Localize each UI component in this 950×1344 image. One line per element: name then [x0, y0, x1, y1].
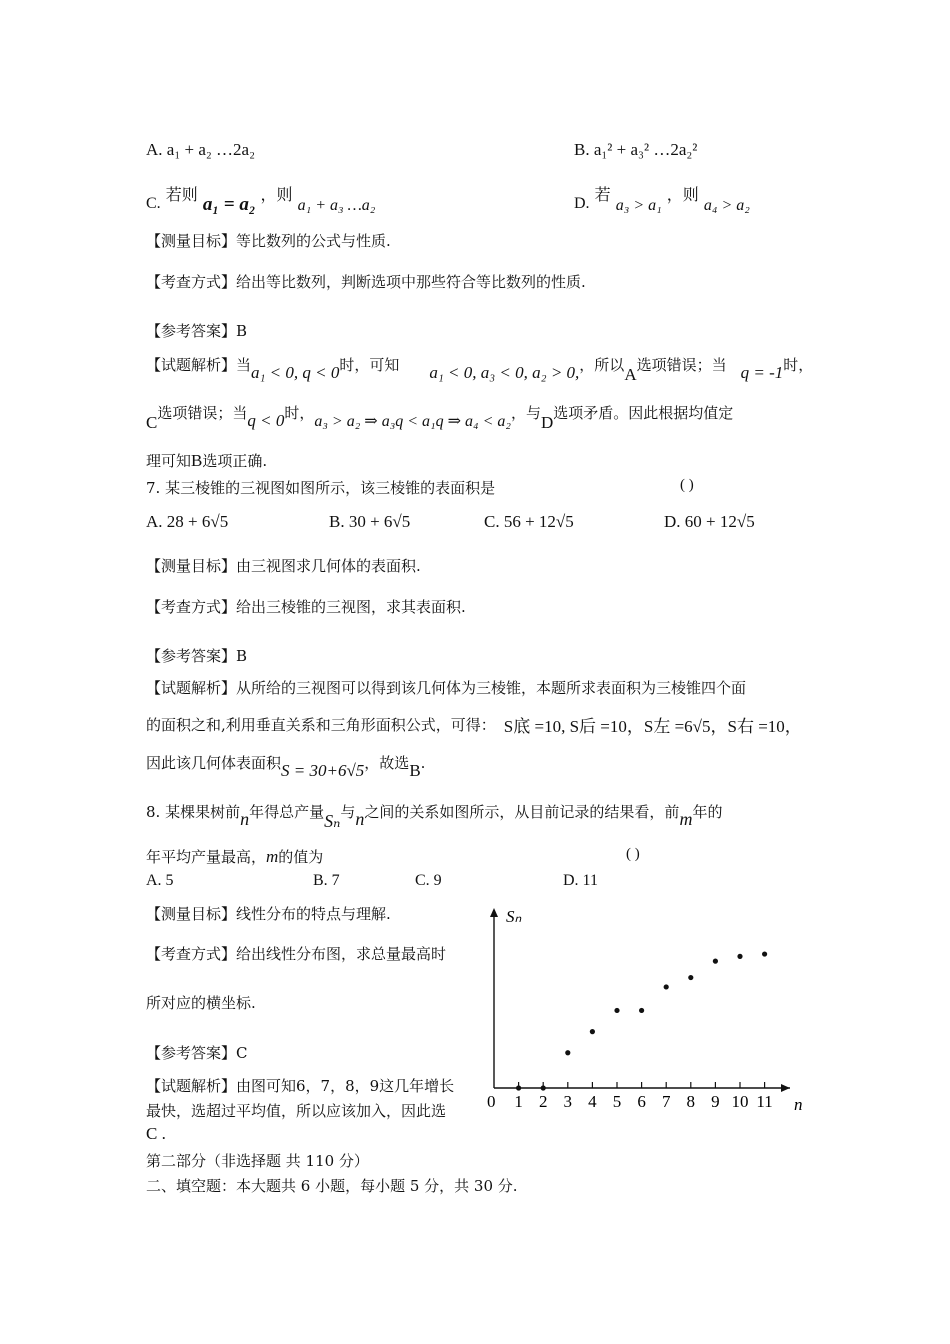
q6-option-d-if: 若 [594, 185, 611, 204]
q8-analysis-line2: 最快，选超过平均值，所以应该加入，因此选 [146, 1102, 447, 1120]
q7-surface-area: S = 30+6√5 [281, 761, 365, 780]
q6-analysis-text: 时， [783, 356, 814, 374]
q6-option-d-condition: a₃ > a₁ [615, 197, 662, 214]
q8-stem-math: Sₙ [324, 811, 341, 831]
q6-option-c-label: C. [146, 195, 161, 212]
chart-ticks [514, 1082, 772, 1111]
q8-option-a: A. 5 [146, 872, 174, 889]
q6-option-b: B. a₁² + a₃² …2a₂² [574, 140, 698, 159]
q8-analysis-line3: C . [146, 1124, 166, 1143]
q7-answer-paren: ( ) [680, 477, 694, 493]
q6-option-c [146, 182, 376, 215]
x-tick-label: 4 [588, 1092, 597, 1111]
x-tick-label: 5 [612, 1092, 622, 1111]
q8-stem-text: 之间的关系如图所示，从目前记录的结果看，前 [364, 803, 680, 821]
q6-analysis-text: 选项正确. [202, 452, 268, 470]
q7-analysis-line2 [146, 710, 802, 735]
q8-stem-line2 [146, 846, 323, 867]
x-tick-label: 7 [661, 1092, 671, 1111]
q7-analysis-text: . [420, 754, 426, 772]
q6-analysis-math: a₁ < 0, a₃ < 0, a₂ > 0, [429, 363, 580, 382]
x-tick-label: 1 [514, 1092, 523, 1111]
q7-area-formulas: S底 =10, S后 =10，S左 =6√5，S右 =10， [503, 717, 802, 736]
q8-analysis-line1: 【试题解析】由图可知6，7，8，9这几年增长 [146, 1077, 455, 1095]
part-two-heading: 第二部分（非选择题 共 110 分） [146, 1152, 369, 1170]
yield-scatter-chart [480, 900, 810, 1115]
q8-stem-text: 与 [340, 803, 356, 821]
data-point [688, 975, 693, 980]
q7-analysis-text: 因此该几何体表面积 [146, 754, 282, 772]
q6-option-d-label: D. [574, 195, 590, 212]
q7-option-a: A. 28 + 6√5 [146, 512, 229, 531]
q7-analysis-line3 [146, 752, 426, 780]
q6-option-c-result: a₁ + a₃ …a₂ [297, 197, 376, 214]
q8-stem-text: 年得总产量 [249, 803, 325, 821]
data-point [664, 984, 669, 989]
q7-analysis-option: B [409, 761, 421, 780]
q8-answer-paren: ( ) [626, 846, 640, 862]
x-tick-label: 8 [686, 1092, 696, 1111]
q7-method: 【考查方式】给出三棱锥的三视图，求其表面积. [146, 598, 466, 616]
chart-axes [490, 908, 790, 1092]
y-axis-label: Sₙ [506, 907, 522, 926]
q7-goal: 【测量目标】由三视图求几何体的表面积. [146, 557, 421, 575]
q6-option-c-condition: a₁ = a₂ [202, 194, 256, 215]
q6-option-d-then: ，则 [666, 185, 699, 204]
fill-in-section-heading: 二、填空题：本大题共 6 小题，每小题 5 分，共 30 分. [146, 1177, 518, 1195]
q7-analysis-line1: 【试题解析】从所给的三视图可以得到该几何体为三棱锥，本题所求表面积为三棱锥四个面 [146, 679, 747, 697]
q8-method-line2: 所对应的横坐标. [146, 994, 256, 1012]
q8-stem-text: 年的 [692, 803, 723, 821]
q8-option-c: C. 9 [415, 872, 442, 889]
q6-analysis-line2 [146, 402, 734, 432]
data-point [590, 1029, 595, 1034]
x-tick-label: 11 [756, 1092, 773, 1111]
x-tick-label: 9 [711, 1092, 720, 1111]
q6-analysis-line1 [146, 354, 814, 384]
q6-analysis-text: 选项错误；当 [636, 356, 727, 374]
q8-stem-line1 [146, 801, 723, 831]
q6-analysis-math: q = -1 [740, 363, 784, 382]
q6-answer: 【参考答案】B [146, 322, 248, 340]
q6-analysis-option: B [191, 451, 203, 470]
x-tick-label: 10 [731, 1092, 749, 1111]
data-point [737, 954, 742, 959]
data-point [713, 959, 718, 964]
q6-option-a: A. a₁ + a₂ …2a₂ [146, 140, 256, 159]
q7-analysis-text: ，故选 [364, 754, 410, 772]
chart-points [516, 951, 767, 1090]
q7-answer: 【参考答案】B [146, 647, 248, 665]
x-axis-arrow [781, 1084, 790, 1092]
q6-option-c-if: 若则 [165, 185, 198, 204]
q8-stem-math: n [240, 809, 250, 829]
q6-analysis-line3 [146, 450, 267, 471]
q7-analysis-text: 的面积之和,利用垂直关系和三角形面积公式，可得： [146, 716, 496, 734]
q6-analysis-text: 选项矛盾。因此根据均值定 [553, 404, 734, 422]
q6-analysis-math: a₃ > a₂ ⇒ a₃q < a₁q ⇒ a₄ < a₂ [314, 413, 511, 430]
x-tick-label: 6 [637, 1092, 646, 1111]
q6-analysis-option: C [146, 413, 158, 432]
q6-analysis-text: 选项错误；当 [157, 404, 248, 422]
q6-analysis-text: 【试题解析】当 [146, 356, 252, 374]
y-axis-arrow [490, 908, 498, 917]
x-tick-label: 3 [563, 1092, 573, 1111]
x-tick-label: 2 [538, 1092, 548, 1111]
q6-analysis-math: q < 0 [247, 411, 285, 430]
q8-goal: 【测量目标】线性分布的特点与理解. [146, 905, 391, 923]
q6-analysis-text: ，所以 [579, 356, 625, 374]
q6-analysis-option: A [624, 365, 637, 384]
q6-analysis-text: 时， [284, 404, 315, 422]
q6-analysis-text: 理可知 [146, 452, 192, 470]
q8-stem-math: m [679, 809, 693, 829]
q6-analysis-text: ，与 [510, 404, 541, 422]
q6-analysis-option: D [540, 413, 554, 432]
q8-method-line1: 【考查方式】给出线性分布图，求总量最高时 [146, 945, 447, 963]
q7-option-b: B. 30 + 6√5 [329, 512, 411, 531]
q6-method: 【考查方式】给出等比数列，判断选项中那些符合等比数列的性质. [146, 273, 586, 291]
q8-stem-text: 年平均产量最高， [146, 848, 267, 866]
q6-option-d-result: a₄ > a₂ [703, 197, 750, 214]
q6-analysis-math: a₁ < 0, q < 0 [251, 363, 340, 382]
q6-goal: 【测量目标】等比数列的公式与性质. [146, 232, 391, 250]
data-point [565, 1050, 570, 1055]
q8-option-d: D. 11 [563, 872, 598, 889]
data-point [762, 951, 767, 956]
q6-analysis-text: 时，可知 [339, 356, 400, 374]
q6-option-d [574, 182, 750, 214]
q8-stem-text: 8. 某棵果树前 [146, 803, 241, 821]
data-point [614, 1008, 619, 1013]
q6-option-c-then: ，则 [260, 185, 293, 204]
q8-option-b: B. 7 [313, 872, 340, 889]
q7-option-c: C. 56 + 12√5 [484, 512, 574, 531]
x-axis-label: n [794, 1095, 803, 1114]
data-point [639, 1008, 644, 1013]
q7-option-d: D. 60 + 12√5 [664, 512, 755, 531]
q8-answer: 【参考答案】C [146, 1044, 248, 1062]
q8-stem-text: 的值为 [278, 848, 324, 866]
q8-stem-math: m [266, 847, 279, 866]
q7-stem: 7. 某三棱锥的三视图如图所示，该三棱锥的表面积是 [146, 479, 496, 497]
origin-label: 0 [487, 1092, 496, 1111]
q8-stem-math: n [355, 809, 365, 829]
